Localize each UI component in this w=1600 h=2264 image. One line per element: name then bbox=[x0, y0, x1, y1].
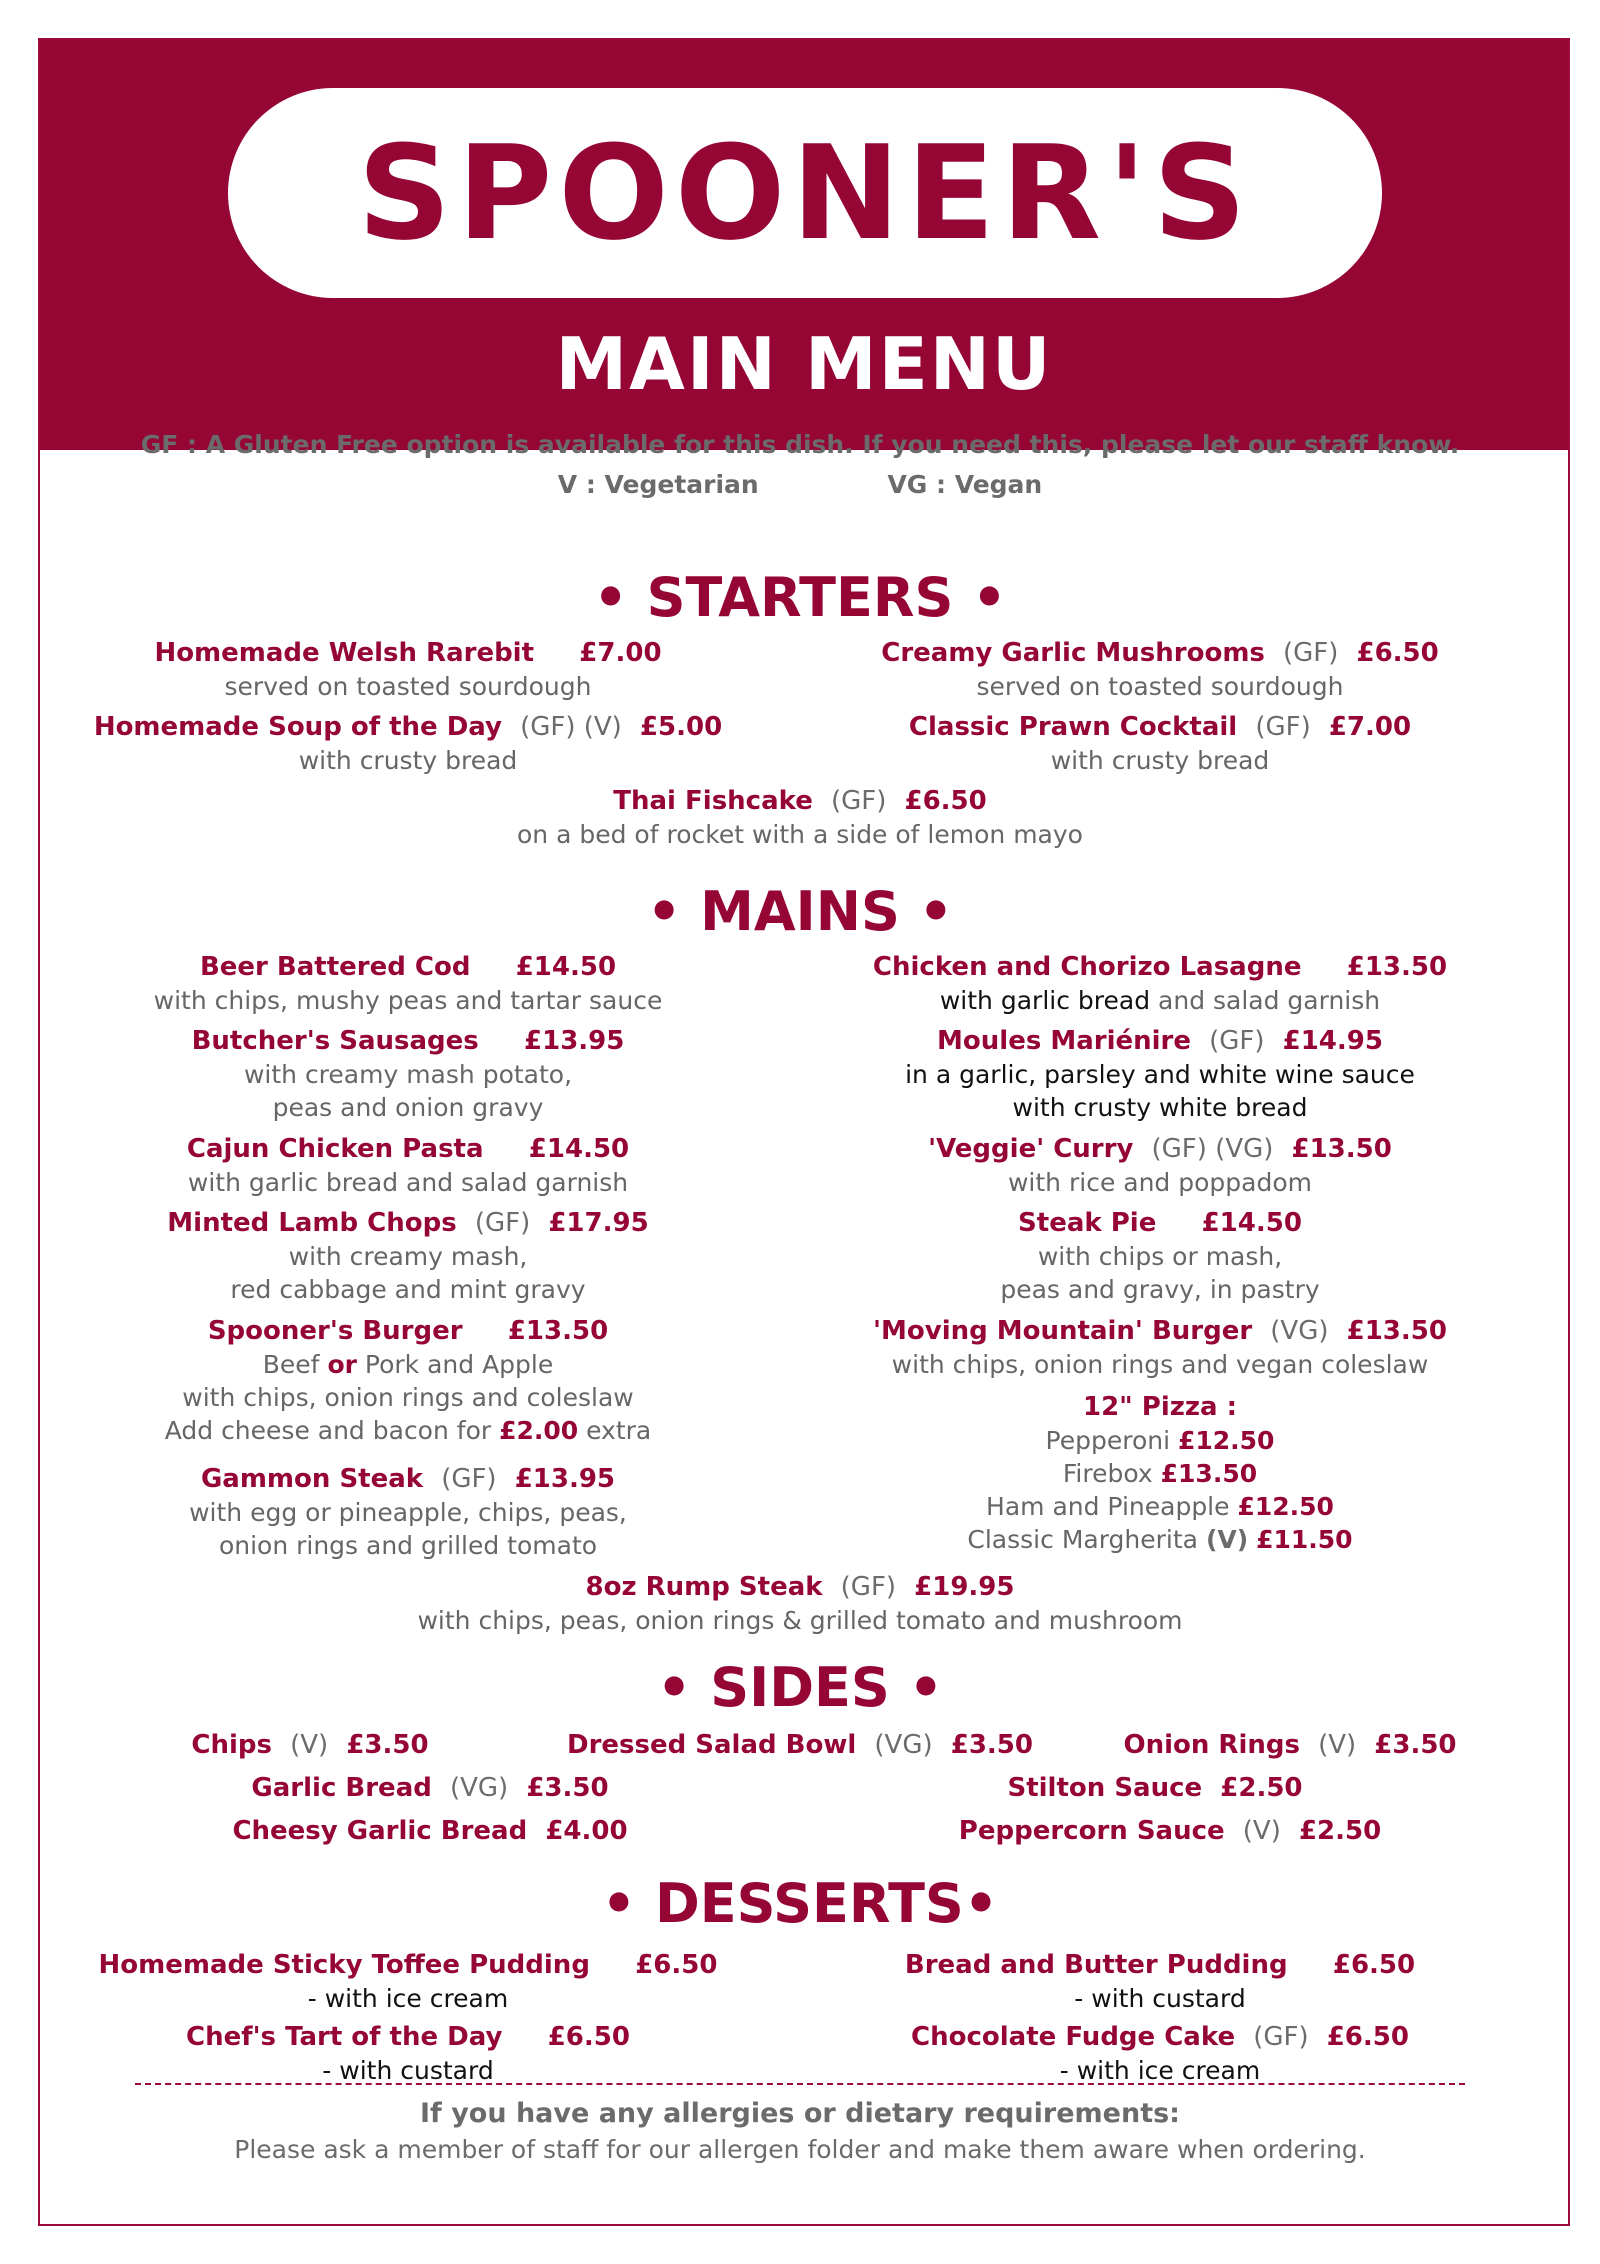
item-price: £6.50 bbox=[1332, 1950, 1416, 1980]
item-desc: on a bed of rocket with a side of lemon mayo bbox=[517, 820, 1083, 849]
item-desc: with creamy mash, bbox=[288, 1242, 528, 1271]
item-tags: (GF) bbox=[840, 1572, 897, 1602]
allergy-text: Please ask a member of staff for our allergen folder and make them aware when ordering. bbox=[234, 2135, 1366, 2164]
item-tags: (GF) bbox=[1255, 712, 1311, 742]
item-price: £6.50 bbox=[635, 1950, 718, 1980]
item-tags: (GF) bbox=[830, 786, 887, 816]
item-tags: (GF) bbox=[474, 1208, 531, 1238]
item-price: £13.50 bbox=[1346, 952, 1448, 982]
item-name: Beer Battered Cod bbox=[199, 952, 471, 982]
side-item: Chips (V) £3.50 bbox=[191, 1730, 429, 1760]
item-desc: with chips, onion rings and vegan coleslaw bbox=[891, 1350, 1429, 1379]
item-price: £5.00 bbox=[639, 712, 723, 742]
item-desc: with egg or pineapple, chips, peas, bbox=[189, 1498, 627, 1527]
item-desc: served on toasted sourdough bbox=[976, 672, 1344, 701]
item-desc: with crusty white bread bbox=[1012, 1093, 1308, 1122]
item-name: Minted Lamb Chops bbox=[167, 1208, 457, 1238]
item-name: Butcher's Sausages bbox=[191, 1026, 479, 1056]
pizza-option: Classic Margherita (V) £11.50 bbox=[967, 1525, 1353, 1554]
allergy-title: If you have any allergies or dietary requirements: bbox=[420, 2098, 1180, 2129]
item-desc: with creamy mash potato, bbox=[243, 1060, 573, 1089]
item-desc: with chips, peas, onion rings & grilled tomato and mushroom bbox=[417, 1606, 1183, 1635]
item-desc: in a garlic, parsley and white wine sauce bbox=[905, 1060, 1415, 1089]
item-desc: onion rings and grilled tomato bbox=[218, 1531, 598, 1560]
item-desc: with crusty bread bbox=[298, 746, 518, 775]
item-desc: peas and gravy, in pastry bbox=[1000, 1275, 1320, 1304]
item-desc: with crusty bread bbox=[1050, 746, 1270, 775]
item-name: Classic Prawn Cocktail bbox=[908, 712, 1238, 742]
item-desc: Add cheese and bacon for £2.00 extra bbox=[164, 1416, 652, 1445]
diet-key bbox=[0, 470, 1600, 499]
starters-title: • STARTERS • bbox=[593, 566, 1007, 629]
item-price: £13.50 bbox=[507, 1316, 609, 1346]
item-name: Moules Mariénire bbox=[937, 1026, 1192, 1056]
divider bbox=[135, 2083, 1465, 2085]
item-price: £6.50 bbox=[1326, 2022, 1409, 2052]
item-tags: (GF) bbox=[1253, 2022, 1309, 2052]
item-price: £7.00 bbox=[1328, 712, 1412, 742]
main-item bbox=[38, 950, 778, 1017]
item-desc: - with custard bbox=[1074, 1984, 1246, 2013]
starter-item bbox=[790, 710, 1530, 777]
item-price: £13.50 bbox=[1346, 1316, 1447, 1346]
starter-item bbox=[38, 710, 778, 777]
item-name: Chef's Tart of the Day bbox=[186, 2022, 503, 2052]
item-tags: (GF) bbox=[1283, 638, 1339, 668]
item-name: 'Moving Mountain' Burger bbox=[873, 1316, 1253, 1346]
main-item bbox=[38, 1132, 778, 1199]
item-tags: (VG) bbox=[1270, 1316, 1329, 1346]
item-desc: Beef or Pork and Apple bbox=[262, 1350, 554, 1379]
item-desc: served on toasted sourdough bbox=[224, 672, 592, 701]
pizza-option: Firebox £13.50 bbox=[1062, 1459, 1258, 1488]
side-item: Dressed Salad Bowl (VG) £3.50 bbox=[567, 1730, 1033, 1760]
starter-item bbox=[0, 784, 1600, 851]
item-tags: (GF) bbox=[441, 1464, 497, 1494]
item-name: 8oz Rump Steak bbox=[585, 1572, 823, 1602]
side-item: Cheesy Garlic Bread £4.00 bbox=[232, 1816, 628, 1846]
item-name: Chocolate Fudge Cake bbox=[911, 2022, 1236, 2052]
main-item bbox=[790, 1206, 1530, 1306]
main-item bbox=[38, 1024, 778, 1124]
item-name: Homemade Soup of the Day bbox=[93, 712, 502, 742]
item-tags: (GF) (VG) bbox=[1151, 1134, 1274, 1164]
starter-item bbox=[790, 636, 1530, 703]
item-tags: (GF) bbox=[1209, 1026, 1265, 1056]
item-name: Homemade Welsh Rarebit bbox=[154, 638, 535, 668]
item-price: £13.50 bbox=[1291, 1134, 1392, 1164]
main-item bbox=[790, 1314, 1530, 1381]
item-desc: - with ice cream bbox=[307, 1984, 509, 2013]
gf-key: GF : A Gluten Free option is available for this dish. If you need this, please let our staff know. bbox=[140, 430, 1460, 459]
main-item bbox=[790, 950, 1530, 1017]
item-name: Creamy Garlic Mushrooms bbox=[881, 638, 1265, 668]
item-desc: with chips, onion rings and coleslaw bbox=[182, 1383, 634, 1412]
item-name: Bread and Butter Pudding bbox=[904, 1950, 1288, 1980]
side-item: Stilton Sauce £2.50 bbox=[1007, 1773, 1303, 1803]
vg-key: VG : Vegan bbox=[887, 470, 1043, 499]
dessert-item bbox=[38, 2020, 778, 2087]
item-price: £13.95 bbox=[524, 1026, 625, 1056]
item-name: Chicken and Chorizo Lasagne bbox=[872, 952, 1302, 982]
item-name: Steak Pie bbox=[1018, 1208, 1157, 1238]
item-price: £14.95 bbox=[1282, 1026, 1383, 1056]
item-price: £6.50 bbox=[547, 2022, 630, 2052]
item-name: Homemade Sticky Toffee Pudding bbox=[98, 1950, 590, 1980]
item-desc: with chips, mushy peas and tartar sauce bbox=[153, 986, 663, 1015]
menu-title: MAIN MENU bbox=[555, 322, 1053, 406]
side-item: Garlic Bread (VG) £3.50 bbox=[251, 1773, 609, 1803]
main-item bbox=[38, 1462, 778, 1562]
main-item bbox=[38, 1206, 778, 1306]
item-name: Gammon Steak bbox=[200, 1464, 424, 1494]
starter-item bbox=[38, 636, 778, 703]
item-price: £6.50 bbox=[1356, 638, 1439, 668]
item-price: £13.95 bbox=[514, 1464, 616, 1494]
main-item bbox=[0, 1570, 1600, 1637]
item-price: £7.00 bbox=[579, 638, 662, 668]
sides-title: • SIDES • bbox=[656, 1656, 944, 1719]
item-price: £17.95 bbox=[548, 1208, 649, 1238]
item-desc: - with custard bbox=[322, 2056, 494, 2085]
item-name: Cajun Chicken Pasta bbox=[186, 1134, 484, 1164]
item-desc: - with ice cream bbox=[1059, 2056, 1261, 2085]
dessert-item bbox=[790, 2020, 1530, 2087]
restaurant-name: SPOONER'S bbox=[357, 117, 1253, 269]
item-price: £14.50 bbox=[1201, 1208, 1302, 1238]
main-item bbox=[38, 1314, 778, 1447]
logo-pill bbox=[228, 88, 1382, 298]
pizza-item bbox=[790, 1390, 1530, 1556]
pizza-option: Ham and Pineapple £12.50 bbox=[986, 1492, 1334, 1521]
item-desc: with chips or mash, bbox=[1037, 1242, 1283, 1271]
item-tags: (GF) (V) bbox=[520, 712, 622, 742]
item-name: Spooner's Burger bbox=[207, 1316, 463, 1346]
side-item: Onion Rings (V) £3.50 bbox=[1123, 1730, 1457, 1760]
side-item: Peppercorn Sauce (V) £2.50 bbox=[958, 1816, 1382, 1846]
item-desc: peas and onion gravy bbox=[272, 1093, 544, 1122]
item-price: £14.50 bbox=[528, 1134, 630, 1164]
item-desc: with garlic bread and salad garnish bbox=[939, 986, 1381, 1015]
dessert-item bbox=[38, 1948, 778, 2015]
item-price: £6.50 bbox=[904, 786, 987, 816]
mains-title: • MAINS • bbox=[646, 880, 954, 943]
main-item bbox=[790, 1132, 1530, 1199]
desserts-title: • DESSERTS• bbox=[601, 1872, 999, 1935]
item-desc: with garlic bread and salad garnish bbox=[187, 1168, 629, 1197]
pizza-option: Pepperoni £12.50 bbox=[1045, 1426, 1275, 1455]
v-key: V : Vegetarian bbox=[557, 470, 759, 499]
dessert-item bbox=[790, 1948, 1530, 2015]
item-price: £19.95 bbox=[914, 1572, 1015, 1602]
item-price: £14.50 bbox=[515, 952, 617, 982]
main-item bbox=[790, 1024, 1530, 1124]
item-name: 'Veggie' Curry bbox=[928, 1134, 1134, 1164]
item-desc: red cabbage and mint gravy bbox=[230, 1275, 586, 1304]
menu-header bbox=[40, 40, 1568, 450]
item-name: Thai Fishcake bbox=[613, 786, 813, 816]
pizza-title: 12" Pizza : bbox=[1082, 1392, 1237, 1422]
item-desc: with rice and poppadom bbox=[1007, 1168, 1312, 1197]
